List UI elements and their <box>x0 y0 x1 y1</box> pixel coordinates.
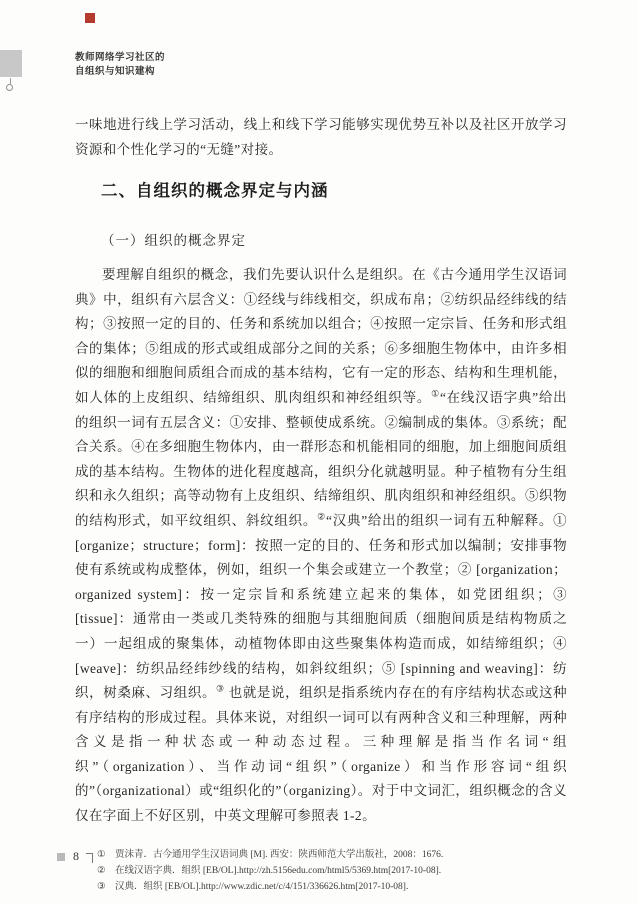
footnote-ref-superscript: ① <box>431 388 440 399</box>
footnote-text: 汉典．组织 [EB/OL].http://www.zdic.net/c/4/151/336626.htm[2017-10-08]. <box>115 881 409 892</box>
footnote-item <box>97 863 567 879</box>
footnote-marker: ① <box>97 849 106 860</box>
running-head <box>75 51 165 79</box>
footnotes <box>97 847 567 895</box>
footnote-item <box>97 879 567 895</box>
footnote-text: 贾沫青．古今通用学生汉语词典 [M]. 西安：陕西师范大学出版社，2008：1676. <box>115 849 444 860</box>
corner-red-marker <box>85 13 95 23</box>
page-content <box>75 112 567 895</box>
edge-gray-tab <box>0 50 22 77</box>
body-text-segment: 也就是说，组织是指系统内存在的有序结构状态或这种有序结构的形成过程。具体来说，对组织一词可以有两种含义和三种理解，两种含义是指一种状态或一种动态过程。三种理解是指当作名词“组织”（organization）、当作动词“组织”（organize）和当作形容词“组织的”（organizational）或“组织化的”（organizing）。对于中文词汇，组织概念的含义仅在字面上不好区别，中英文理解可参照表 1-2。 <box>75 685 568 824</box>
footnote-marker: ② <box>97 865 106 876</box>
book-title-line2: 自组织与知识建构 <box>75 66 156 77</box>
page-number: 8 <box>73 849 79 863</box>
footnote-marker: ③ <box>97 881 106 892</box>
edge-ring-icon <box>6 84 13 91</box>
body-text-segment: “汉典”给出的组织一词有五种解释。① [organize；structure；form]：按照一定的目的、任务和形式加以编制；安排事物使有系统或构成整体，例如，组织一个集会或建立一个教堂；② [organization；organized system]：按一定宗旨和系统建立起来的集体，如党团组织；③ [tissue]：通常由一类或几类特殊的细胞与其细胞间质（细胞间质是结构物质之一）一起组成的聚集体，动植物体即由这些聚集体构造而成，如结缔组织；④ [weave]：纺织品经纬纱线的结构，如斜纹组织；⑤ [spinning and weaving]：纺织，树桑麻、习组织。 <box>75 512 567 701</box>
page-footer <box>57 849 93 864</box>
intro-paragraph: 一味地进行线上学习活动，线上和线下学习能够实现优势互补以及社区开放学习资源和个性化学习的“无缝”对接。 <box>75 117 567 157</box>
body-text-segment: “在线汉语字典”给出的组织一词有五层含义：①安排、整顿使成系统。②编制成的集体。③系统；配合关系。④在多细胞生物体内，由一群形态和机能相同的细胞，加上细胞间质组成的基本结构。生物体的进化程度越高，组织分化就越明显。种子植物有分生组织和永久组织；高等动物有上皮组织、结缔组织、肌肉组织和神经组织。⑤织物的结构形式，如平纹组织、斜纹组织。 <box>75 389 568 528</box>
page-number-square <box>57 853 65 861</box>
page-number-bracket <box>86 853 93 863</box>
body-paragraph <box>75 263 567 829</box>
footnote-ref-superscript: ③ <box>216 683 225 694</box>
footnote-text: 在线汉语字典．组织 [EB/OL].http://zh.5156edu.com/html5/5369.htm[2017-10-08]. <box>115 865 442 876</box>
book-title-line1: 教师网络学习社区的 <box>75 52 166 63</box>
subsection-heading: （一）组织的概念界定 <box>101 233 246 248</box>
footnote-ref-superscript: ② <box>317 511 326 522</box>
footnote-item <box>97 847 567 863</box>
section-heading: 二、自组织的概念界定与内涵 <box>101 182 329 200</box>
body-text-segment: 要理解自组织的概念，我们先要认识什么是组织。在《古今通用学生汉语词典》中，组织有六层含义：①经线与纬线相交，织成布帛；②纺织品经纬线的结构；③按照一定的目的、任务和系统加以组合；④按照一定宗旨、任务和形式组合的集体；⑤组成的形式或组成部分之间的关系；⑥多细胞生物体中，由许多相似的细胞和细胞间质组合而成的基本结构，它有一定的形态、结构和生理机能，如人体的上皮组织、结缔组织、肌肉组织和神经组织等。 <box>75 267 567 405</box>
